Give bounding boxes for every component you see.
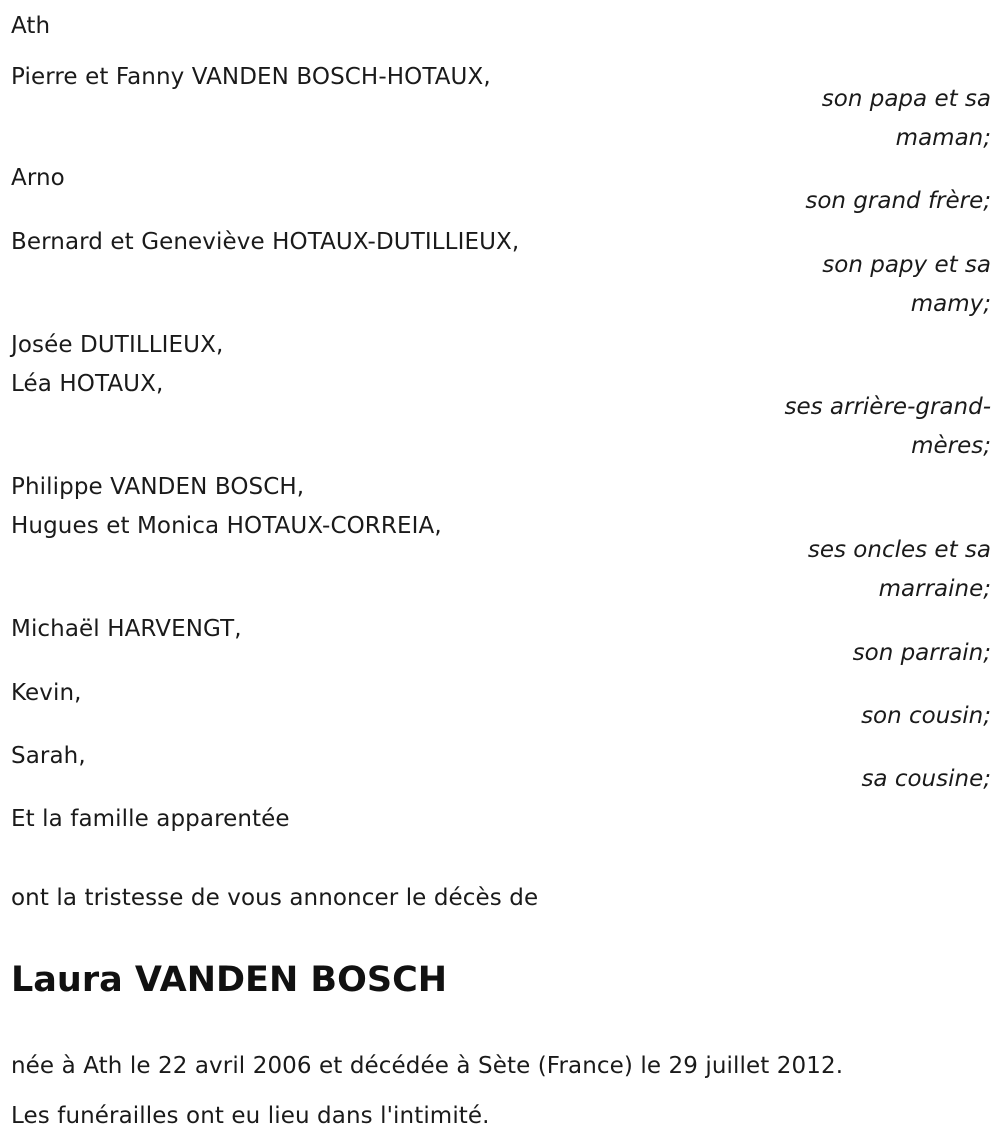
family-relation-line: maman;: [895, 125, 991, 151]
family-relation-line: mamy;: [910, 291, 991, 317]
death-notice: [11, 0, 991, 1147]
family-relation-line: son cousin;: [861, 703, 991, 729]
family-relation-line: mères;: [911, 433, 991, 459]
family-relation-line: son grand frère;: [805, 188, 991, 214]
family-names-line: Kevin,: [11, 680, 82, 706]
deceased-name: Laura VANDEN BOSCH: [11, 960, 448, 1000]
family-relation-line: marraine;: [878, 576, 991, 602]
place-name: Ath: [11, 13, 51, 39]
family-names-line: Michaël HARVENGT,: [11, 616, 242, 642]
family-names-line: Arno: [11, 165, 65, 191]
family-names-line: Philippe VANDEN BOSCH,: [11, 474, 305, 500]
family-relation-line: sa cousine;: [861, 766, 991, 792]
family-relation-line: son parrain;: [852, 640, 991, 666]
family-relation-line: ses arrière-grand-: [784, 394, 991, 420]
announcement-intro: ont la tristesse de vous annoncer le décès de: [11, 885, 539, 911]
extended-family-line: Et la famille apparentée: [11, 806, 290, 832]
birth-death-line: née à Ath le 22 avril 2006 et décédée à Sète (France) le 29 juillet 2012.: [11, 1053, 844, 1079]
family-names-line: Josée DUTILLIEUX,: [11, 332, 224, 358]
family-names-line: Bernard et Geneviève HOTAUX-DUTILLIEUX,: [11, 229, 520, 255]
family-names-line: Hugues et Monica HOTAUX-CORREIA,: [11, 513, 442, 539]
funeral-line: Les funérailles ont eu lieu dans l'intimité.: [11, 1103, 490, 1129]
family-names-line: Léa HOTAUX,: [11, 371, 164, 397]
family-relation-line: son papa et sa: [821, 86, 991, 112]
family-relation-line: ses oncles et sa: [807, 537, 991, 563]
family-relation-line: son papy et sa: [822, 252, 991, 278]
family-names-line: Sarah,: [11, 743, 86, 769]
family-names-line: Pierre et Fanny VANDEN BOSCH-HOTAUX,: [11, 64, 491, 90]
